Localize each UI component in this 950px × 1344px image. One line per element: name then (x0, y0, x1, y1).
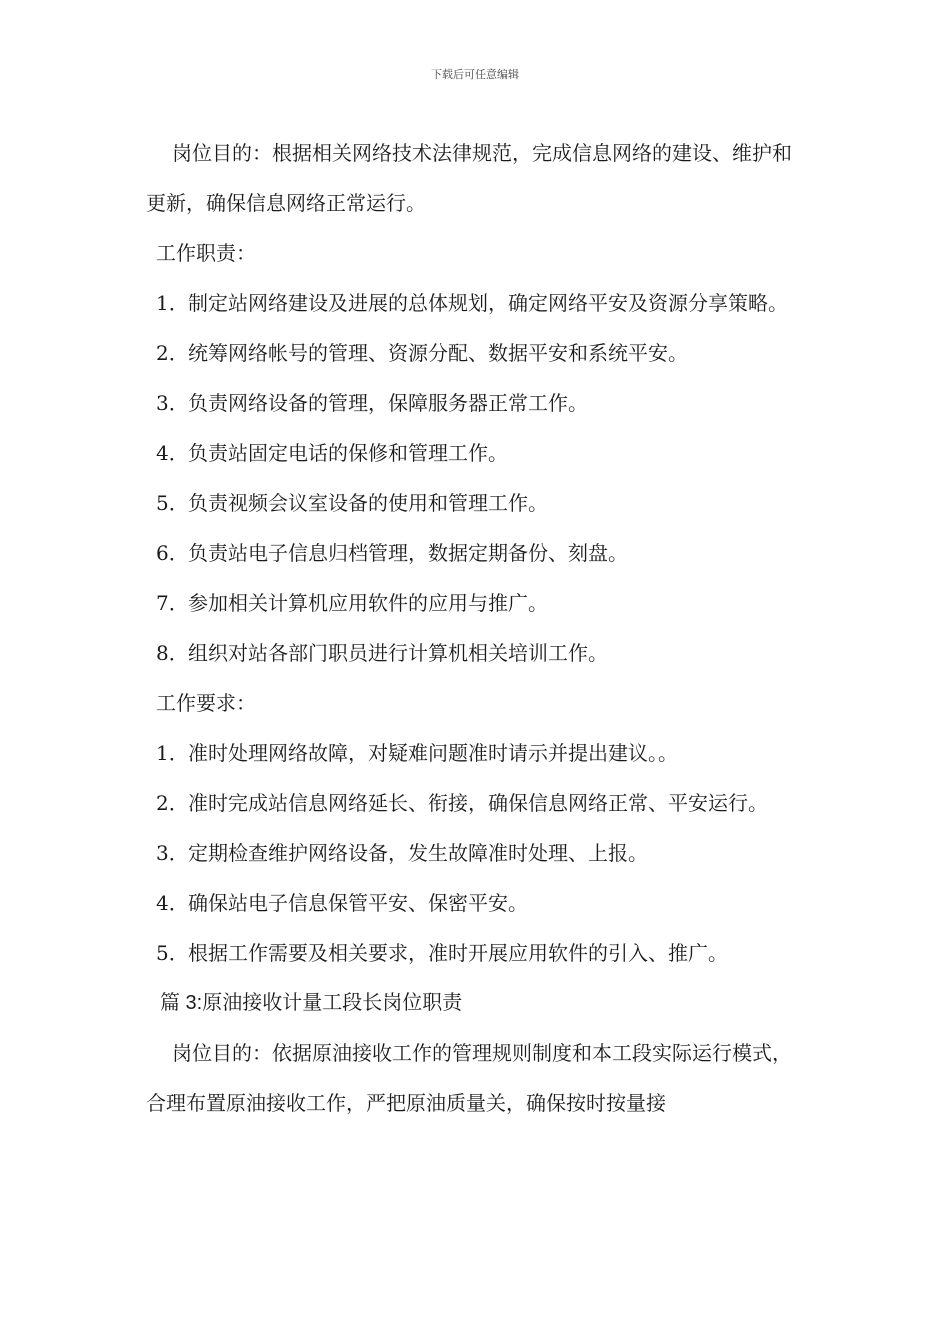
requirements-heading: 工作要求： (156, 691, 256, 715)
item-number: 5． (156, 941, 189, 965)
requirement-item (146, 828, 806, 878)
document-body (146, 128, 806, 1128)
requirement-item (146, 778, 806, 828)
item-text: 负责站固定电话的保修和管理工作。 (188, 441, 508, 465)
header-note: 下载后可任意编辑 (431, 68, 519, 81)
item-number: 6． (156, 541, 189, 565)
item-text: 组织对站各部门职员进行计算机相关培训工作。 (188, 641, 608, 665)
section-3-title: 篇 3:原油接收计量工段长岗位职责 (160, 992, 463, 1014)
duty-item (146, 428, 806, 478)
requirement-item (146, 928, 806, 978)
item-text: 负责视频会议室设备的使用和管理工作。 (188, 491, 548, 515)
duty-item (146, 578, 806, 628)
item-text: 负责站电子信息归档管理，数据定期备份、刻盘。 (188, 541, 628, 565)
duty-item (146, 278, 806, 328)
item-number: 3． (156, 841, 189, 865)
section-3-intro: 岗位目的：依据原油接收工作的管理规则制度和本工段实际运行模式，合理布置原油接收工作，严把原油质量关，确保按时按量接 (146, 1041, 792, 1115)
item-text: 定期检查维护网络设备，发生故障准时处理、上报。 (188, 841, 648, 865)
duties-heading: 工作职责： (156, 241, 256, 265)
item-text: 参加相关计算机应用软件的应用与推广。 (188, 591, 548, 615)
item-number: 4． (156, 891, 189, 915)
item-text: 统筹网络帐号的管理、资源分配、数据平安和系统平安。 (188, 341, 688, 365)
item-number: 5． (156, 491, 189, 515)
requirement-item (146, 878, 806, 928)
item-number: 7． (156, 591, 189, 615)
intro-paragraph: 岗位目的：根据相关网络技术法律规范，完成信息网络的建设、维护和更新，确保信息网络正常运行。 (146, 141, 792, 215)
item-number: 8． (156, 641, 189, 665)
duty-item (146, 528, 806, 578)
duty-item (146, 628, 806, 678)
duty-item (146, 478, 806, 528)
item-number: 3． (156, 391, 189, 415)
item-text: 根据工作需要及相关要求，准时开展应用软件的引入、推广。 (188, 941, 728, 965)
duty-item (146, 328, 806, 378)
duty-item (146, 378, 806, 428)
item-number: 1． (156, 741, 189, 765)
item-text: 制定站网络建设及进展的总体规划，确定网络平安及资源分享策略。 (188, 291, 788, 315)
requirement-item (146, 728, 806, 778)
item-text: 确保站电子信息保管平安、保密平安。 (188, 891, 528, 915)
item-number: 2． (156, 341, 189, 365)
item-text: 准时完成站信息网络延长、衔接，确保信息网络正常、平安运行。 (188, 791, 768, 815)
item-number: 4． (156, 441, 189, 465)
item-number: 2． (156, 791, 189, 815)
item-text: 准时处理网络故障，对疑难问题准时请示并提出建议。。 (188, 741, 678, 765)
item-text: 负责网络设备的管理，保障服务器正常工作。 (188, 391, 588, 415)
item-number: 1． (156, 291, 189, 315)
